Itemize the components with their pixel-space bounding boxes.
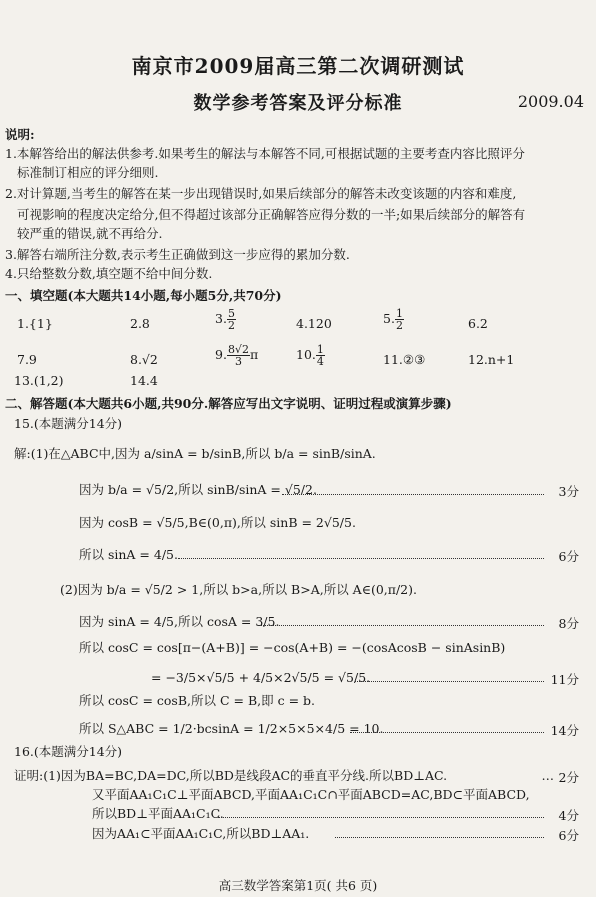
answer-12: 12.n+1: [468, 352, 515, 367]
q15-line-6: 因为 sinA = 4/5,所以 cosA = 3/5.: [79, 614, 280, 629]
dot-leader: [258, 625, 544, 626]
section2-heading: 二、解答题(本大题共6小题,共90分.解答应写出文字说明、证明过程或演算步骤): [5, 396, 452, 411]
q16-line-1: 证明:(1)因为BA=BC,DA=DC,所以BD是线段AC的垂直平分线.所以BD⊥AC.: [14, 768, 448, 783]
q15-line-5: (2)因为 b/a = √5/2 > 1,所以 b>a,所以 B>A,所以 A∈(0,π/2).: [60, 582, 417, 597]
q16-line-3: 所以BD⊥平面AA₁C₁C.: [92, 806, 224, 821]
answer-2: 2.8: [130, 316, 150, 331]
answer-13: 13.(1,2): [14, 373, 64, 388]
note-1a: 1.本解答给出的解法供参考.如果考生的解法与本解答不同,可根据试题的主要考查内容比照评分: [5, 146, 525, 161]
answer-14: 14.4: [130, 373, 158, 388]
note-1b: 标准制订相应的评分细则.: [17, 165, 159, 180]
q15-line-10: 所以 S△ABC = 1/2·bcsinA = 1/2×5×5×4/5 = 10.: [79, 721, 384, 736]
q15-line-7: 所以 cosC = cos[π−(A+B)] = −cos(A+B) = −(cosAcosB − sinAsinB): [79, 640, 506, 655]
note-2a: 2.对计算题,当考生的解答在某一步出现错误时,如果后续部分的解答未改变该题的内容和难度,: [5, 186, 517, 201]
q15-line-4: 所以 sinA = 4/5.: [79, 547, 178, 562]
score-11: 11分: [550, 672, 579, 687]
dot-leader: [178, 558, 544, 559]
answer-8: 8.√2: [130, 352, 158, 367]
answer-3: 3. $\frac{5}{2}$: [215, 307, 235, 332]
dot-leader: [335, 837, 544, 838]
answer-5: 5. $\frac{1}{2}$: [383, 307, 403, 332]
note-4: 4.只给整数分数,填空题不给中间分数.: [5, 266, 213, 281]
answer-4: 4.120: [296, 316, 332, 331]
q15-line-1: 解:(1)在△ABC中,因为 a/sinA = b/sinB,所以 b/a = sinB/sinA.: [14, 446, 376, 461]
score-2: 2分: [558, 770, 579, 785]
score-6b: 6分: [558, 828, 579, 843]
answer-11: 11.②③: [383, 352, 426, 367]
q15-line-3: 因为 cosB = √5/5,B∈(0,π),所以 sinB = 2√5/5.: [79, 515, 356, 530]
note-3: 3.解答右端所注分数,表示考生正确做到这一步应得的累加分数.: [5, 247, 350, 262]
page-subtitle: 数学参考答案及评分标准: [193, 93, 403, 114]
dot-leader: [218, 817, 544, 818]
answer-9: 9. $\frac{8√2}{3}$ π: [215, 343, 259, 368]
note-2c: 较严重的错误,就不再给分.: [17, 226, 163, 241]
date-label: 2009.04: [517, 92, 584, 111]
score-4: 4分: [558, 808, 579, 823]
q16-line-4: 因为AA₁⊂平面AA₁C₁C,所以BD⊥AA₁.: [92, 826, 310, 841]
page-footer: 高三数学答案第1页( 共6 页): [218, 878, 378, 893]
answer-10: 10. $\frac{1}{4}$: [296, 343, 324, 368]
score-14: 14分: [550, 723, 579, 738]
dot-leader: [350, 732, 544, 733]
q15-line-8: = −3/5×√5/5 + 4/5×2√5/5 = √5/5.: [151, 670, 371, 685]
dot-leader-short: …: [541, 768, 554, 783]
dot-leader: [355, 681, 544, 682]
score-6: 6分: [558, 549, 579, 564]
q15-line-9: 所以 cosC = cosB,所以 C = B,即 c = b.: [79, 693, 315, 708]
page-title: 南京市2009届高三第二次调研测试: [131, 54, 465, 78]
answer-7: 7.9: [17, 352, 37, 367]
answer-1: 1.{1}: [17, 316, 53, 331]
notes-heading: 说明:: [5, 127, 35, 142]
dot-leader: [282, 494, 544, 495]
q15-heading: 15.(本题满分14分): [14, 416, 123, 431]
q15-line-2: 因为 b/a = √5/2,所以 sinB/sinA = √5/2.: [79, 482, 317, 497]
section1-heading: 一、填空题(本大题共14小题,每小题5分,共70分): [5, 288, 282, 303]
q16-line-2: 又平面AA₁C₁C⊥平面ABCD,平面AA₁C₁C∩平面ABCD=AC,BD⊂平面ABCD,: [92, 787, 530, 802]
note-2b: 可视影响的程度决定给分,但不得超过该部分正确解答应得分数的一半;如果后续部分的解答有: [17, 207, 526, 222]
score-8: 8分: [558, 616, 579, 631]
answer-6: 6.2: [468, 316, 488, 331]
score-3: 3分: [558, 484, 579, 499]
q16-heading: 16.(本题满分14分): [14, 744, 123, 759]
